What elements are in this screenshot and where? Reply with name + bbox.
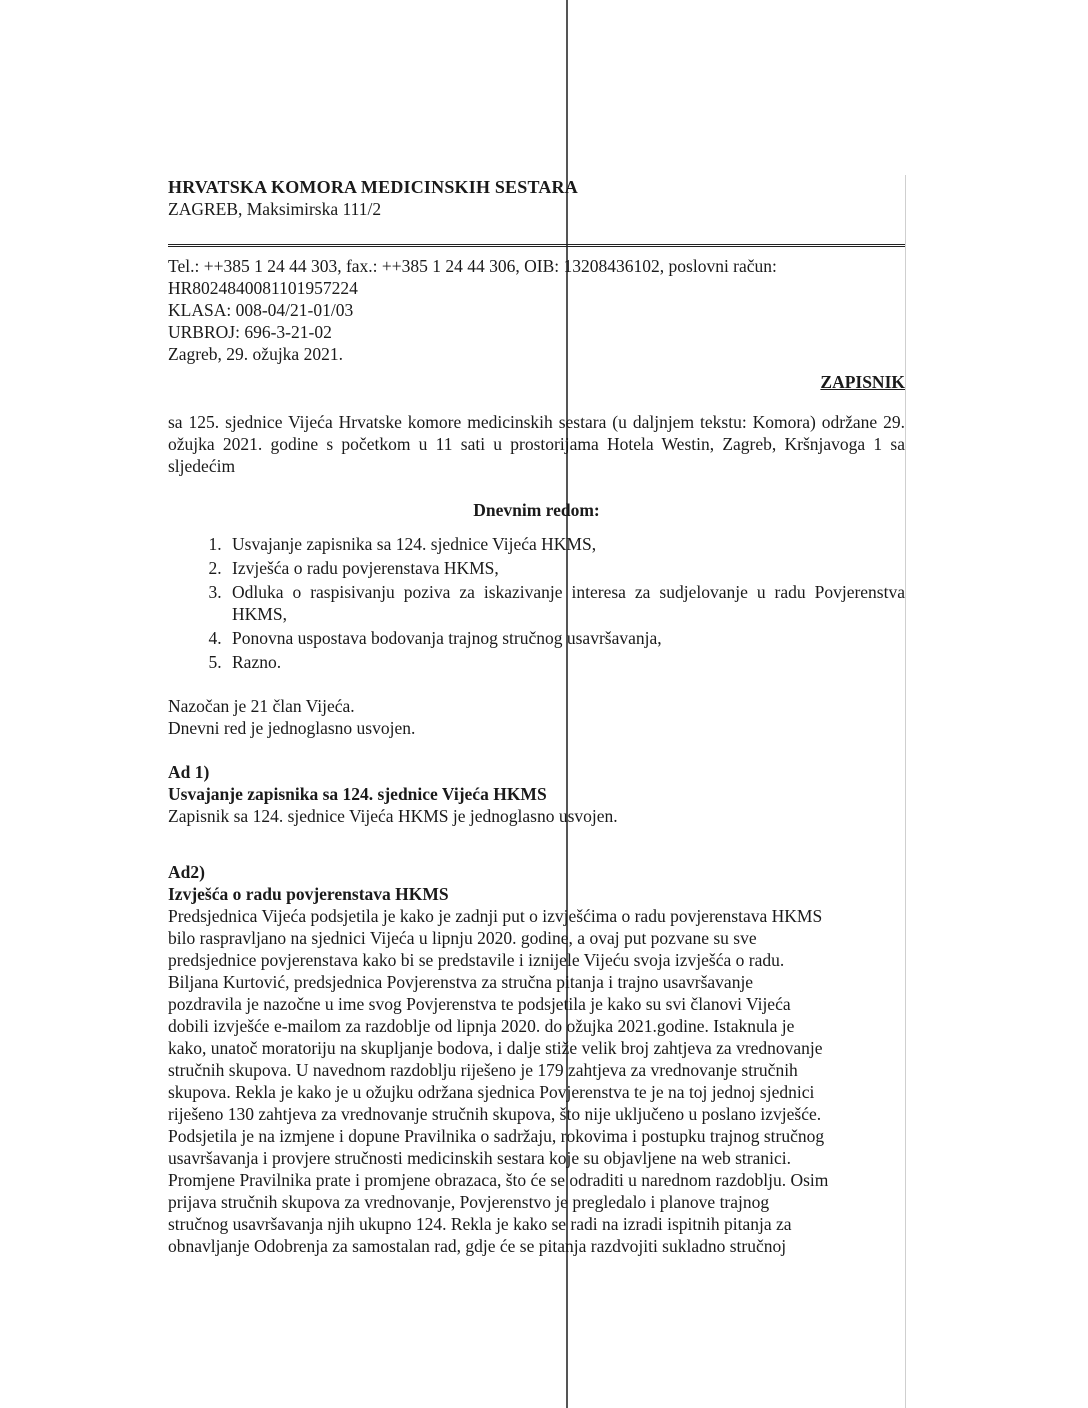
document-date: Zagreb, 29. ožujka 2021.: [168, 344, 343, 364]
intro-paragraph: sa 125. sjednice Vijeća Hrvatske komore medicinskih sestara (u daljnjem tekstu: Komora) održane 29. ožujka 2021. godine s početkom u 11 sati u prostorijama Hotela Westin, Zagreb, Kršnjavoga 1 sa sljedećim: [168, 412, 905, 476]
organization-address: ZAGREB, Maksimirska 111/2: [168, 199, 382, 219]
document-title: ZAPISNIK: [820, 372, 905, 392]
ad2-label: Ad2): [168, 862, 205, 882]
ad2-line: pozdravila je nazočne u ime svog Povjerenstva te podsjetila je kako su svi članovi Vijeća: [168, 994, 791, 1014]
attendance-text: Nazočan je 21 član Vijeća.: [168, 696, 355, 716]
account-number: HR8024840081101957224: [168, 278, 358, 298]
ad2-line: prijava stručnih skupova za vrednovanje, Povjerenstvo je pregledalo i planove trajnog: [168, 1192, 770, 1212]
agenda-item: 2. Izvješća o radu povjerenstava HKMS,: [226, 557, 905, 579]
ad2-line: obnavljanje Odobrenja za samostalan rad, gdje će se pitanja razdvojiti sukladno stručnoj: [168, 1236, 787, 1256]
scan-artifact-line-faint: [905, 175, 906, 1408]
ad2-line: skupova. Rekla je kako je u ožujku održana sjednica Povjerenstva te je na toj jednoj sjednici: [168, 1082, 815, 1102]
section-ad1: [168, 761, 905, 827]
ad1-label: Ad 1): [168, 762, 210, 782]
organization-name: HRVATSKA KOMORA MEDICINSKIH SESTARA: [168, 177, 578, 197]
ad2-line: bilo raspravljano na sjednici Vijeća u lipnju 2020. godine, a ovaj put pozvane su sve: [168, 928, 757, 948]
ad2-line: predsjednice povjerenstava kako bi se predstavile i iznijele Vijeću svoja izvješća o radu.: [168, 950, 785, 970]
ad2-paragraph: [168, 905, 905, 1257]
ad2-line: riješeno 130 zahtjeva za vrednovanje stručnih skupova, što nije uključeno u poslano izvješće.: [168, 1104, 822, 1124]
agenda-list: [168, 533, 905, 673]
ad2-line: kako, unatoč moratoriju na skupljanje bodova, i dalje stiže velik broj zahtjeva za vrednovanje: [168, 1038, 823, 1058]
ad2-line: dobili izvješće e-mailom za razdoblje od lipnja 2020. do ožujka 2021.godine. Istaknula je: [168, 1016, 795, 1036]
ad2-line: Promjene Pravilnika prate i promjene obrazaca, što će se odraditi u narednom razdoblju. Osim: [168, 1170, 829, 1190]
klasa: KLASA: 008-04/21-01/03: [168, 300, 354, 320]
ad2-line: Predsjednica Vijeća podsjetila je kako je zadnji put o izvješćima o radu povjerenstava HKMS: [168, 906, 823, 926]
urbroj: URBROJ: 696-3-21-02: [168, 322, 332, 342]
agenda-item: 1. Usvajanje zapisnika sa 124. sjednice Vijeća HKMS,: [226, 533, 905, 555]
ad2-line: Biljana Kurtović, predsjednica Povjerenstva za stručna pitanja i trajno usavršavanje: [168, 972, 754, 992]
agenda-adopted-text: Dnevni red je jednoglasno usvojen.: [168, 718, 416, 738]
agenda-title: Dnevnim redom:: [473, 500, 600, 520]
ad2-line: usavršavanja i provjere stručnosti medicinskih sestara koje su objavljene na web stranici.: [168, 1148, 792, 1168]
contact-line: Tel.: ++385 1 24 44 303, fax.: ++385 1 24 44 306, OIB: 13208436102, poslovni račun:: [168, 256, 777, 276]
ad2-line: stručnog usavršavanja njih ukupno 124. Rekla je kako se radi na izradi ispitnih pitanja za: [168, 1214, 792, 1234]
ad2-line: Podsjetila je na izmjene i dopune Pravilnika o sadržaju, rokovima i postupku trajnog stručnog: [168, 1126, 825, 1146]
document-content: [168, 176, 905, 1257]
agenda-item: 3. Odluka o raspisivanju poziva za iskazivanje interesa za sudjelovanje u radu Povjerenstva HKMS,: [226, 581, 905, 625]
ad2-heading: Izvješća o radu povjerenstava HKMS: [168, 884, 449, 904]
header-rule: [168, 244, 905, 247]
ad1-text: Zapisnik sa 124. sjednice Vijeća HKMS je jednoglasno usvojen.: [168, 806, 618, 826]
section-ad2: [168, 861, 905, 1257]
agenda-item: 4. Ponovna uspostava bodovanja trajnog stručnog usavršavanja,: [226, 627, 905, 649]
ad2-line: stručnih skupova. U navednom razdoblju riješeno je 179 zahtjeva za vrednovanje stručnih: [168, 1060, 798, 1080]
agenda-item: 5. Razno.: [226, 651, 905, 673]
ad1-heading: Usvajanje zapisnika sa 124. sjednice Vijeća HKMS: [168, 784, 547, 804]
